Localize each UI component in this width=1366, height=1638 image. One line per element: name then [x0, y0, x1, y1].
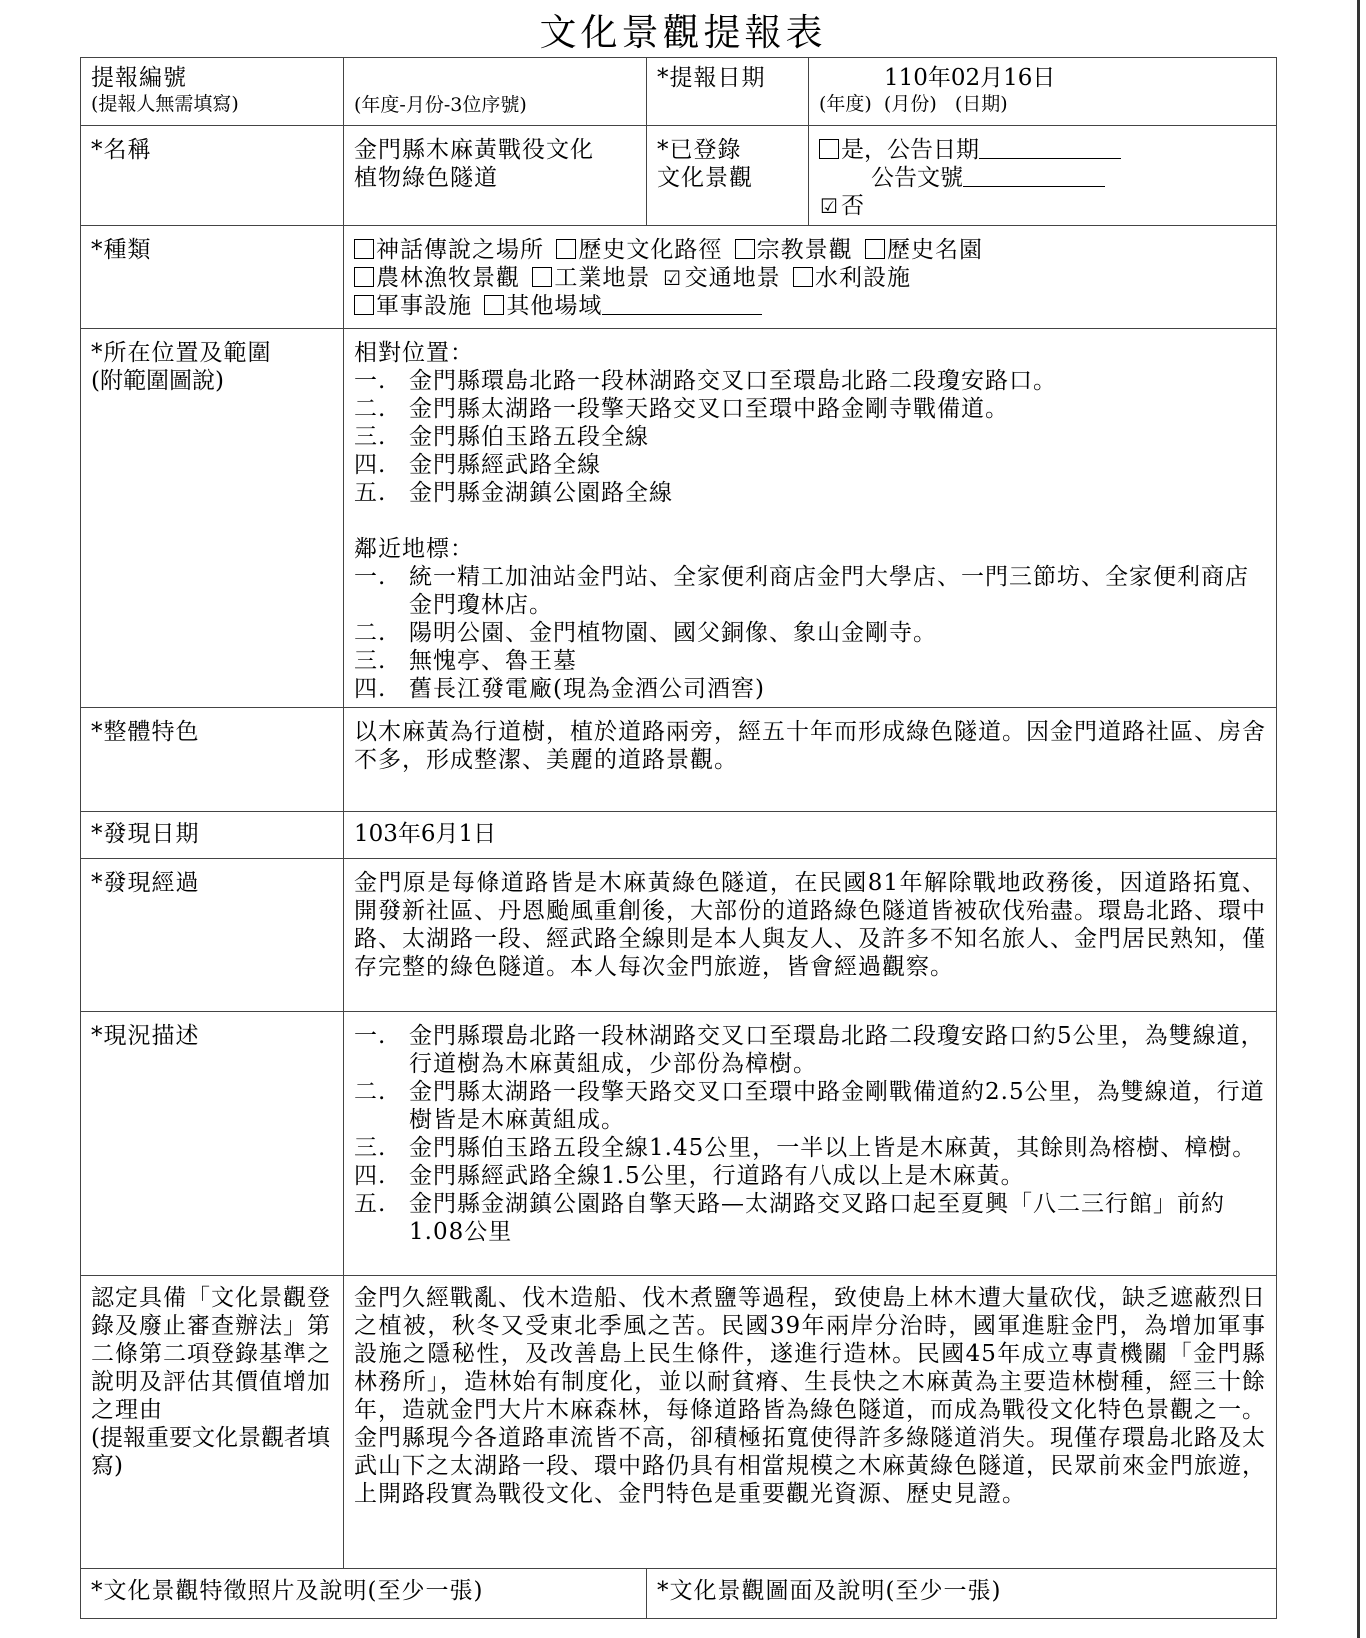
location-label: *所在位置及範圍 [91, 340, 272, 366]
window-edge-divider [1357, 0, 1360, 1638]
type-checkbox-agriculture[interactable] [354, 267, 374, 287]
type-option-transport: 交通地景 [684, 265, 781, 291]
list-item: 四. 舊長江發電廠(現為金酒公司酒窖) [354, 676, 765, 702]
discovery-process-value-cell[interactable] [344, 859, 1277, 1012]
report-number-format-note: (年度-月份-3位序號) [354, 94, 527, 116]
list-item: 二. 金門縣太湖路一段擎天路交叉口至環中路金剛戰備道約2.5公里，為雙線道，行道樹皆是木麻黃組成。 [354, 1079, 1265, 1133]
type-checkbox-religious[interactable] [735, 239, 755, 259]
type-options-cell [344, 226, 1277, 329]
discovery-date-value: 103年6月1日 [354, 821, 497, 847]
type-label-cell [81, 226, 344, 329]
type-option-industrial: 工業地景 [554, 265, 651, 291]
list-item: 一. 金門縣環島北路一段林湖路交叉口至環島北路二段瓊安路口約5公里，為雙線道，行道樹為木麻黃組成，少部份為樟樹。 [354, 1023, 1265, 1077]
registered-label-cell [647, 126, 809, 226]
row-features [81, 708, 1277, 812]
report-form-table [80, 57, 1277, 1619]
location-label-note: (附範圍圖說) [91, 368, 224, 394]
type-checkbox-water[interactable] [793, 267, 813, 287]
type-option-myth: 神話傳說之場所 [376, 237, 544, 263]
features-text: 以木麻黃為行道樹，植於道路兩旁，經五十年而形成綠色隧道。因金門道路社區、房舍不多，形成整潔、美麗的道路景觀。 [354, 719, 1266, 773]
discovery-process-label-cell [81, 859, 344, 1012]
type-label: *種類 [91, 237, 152, 263]
photos-label: *文化景觀特徵照片及說明(至少一張) [91, 1578, 484, 1604]
type-option-other: 其他場域 [506, 293, 603, 319]
criteria-label-cell [81, 1276, 344, 1569]
row-type [81, 226, 1277, 329]
location-value-cell [344, 329, 1277, 708]
list-item: 三. 無愧亭、魯王墓 [354, 648, 577, 674]
criteria-paragraph-2: 金門縣現今各道路車流皆不高，卻積極拓寬使得許多綠隧道消失。現僅存環島北路及太武山下之太湖路一段、環中路仍具有相當規模之木麻黃綠色隧道，民眾前來金門旅遊，上開路段實為戰役文化、金門特色是重要觀光資源、歷史見證。 [354, 1425, 1266, 1507]
row-name [81, 126, 1277, 226]
row-location [81, 329, 1277, 708]
landmark-heading: 鄰近地標： [354, 536, 474, 562]
name-value-line2: 植物綠色隧道 [354, 165, 498, 191]
list-item: 二. 金門縣太湖路一段擎天路交叉口至環中路金剛寺戰備道。 [354, 396, 1009, 422]
criteria-paragraph-1: 金門久經戰亂、伐木造船、伐木煮鹽等過程，致使島上林木遭大量砍伐，缺乏遮蔽烈日之植被，秋冬又受東北季風之苦。民國39年兩岸分治時，國軍進駐金門，為增加軍事設施之隱秘性，及改善島上民生條件，遂進行造林。民國45年成立專責機關「金門縣林務所」，造林始有制度化，並以耐貧瘠、生長快之木麻黃為主要造林樹種，經三十餘年，造就金門大片木麻森林，每條道路皆為綠色隧道，而成為戰役文化特色景觀之一。 [354, 1285, 1266, 1423]
type-checkbox-history-route[interactable] [556, 239, 576, 259]
type-checkbox-transport[interactable]: ☑ [663, 266, 683, 290]
criteria-value-cell[interactable] [344, 1276, 1277, 1569]
list-item: 二. 陽明公園、金門植物園、國父銅像、象山金剛寺。 [354, 620, 937, 646]
registered-no-label: 否 [841, 193, 864, 219]
row-discovery-date [81, 812, 1277, 859]
type-checkbox-industrial[interactable] [532, 267, 552, 287]
type-option-garden: 歷史名園 [886, 237, 983, 263]
name-value-line1: 金門縣木麻黃戰役文化 [354, 137, 594, 163]
list-item: 四. 金門縣經武路全線 [354, 452, 601, 478]
criteria-label-note: (提報重要文化景觀者填寫) [91, 1425, 330, 1479]
list-item: 四. 金門縣經武路全線1.5公里，行道路有八成以上是木麻黃。 [354, 1163, 1025, 1189]
list-item: 五. 金門縣金湖鎮公園路自擎天路—太湖路交叉路口起至夏興「八二三行館」前約1.08公里 [354, 1191, 1225, 1245]
list-item: 一. 統一精工加油站金門站、全家便利商店金門大學店、一門三節坊、全家便利商店金門瓊林店。 [354, 564, 1249, 618]
type-checkbox-garden[interactable] [865, 239, 885, 259]
report-number-label: 提報編號 [91, 65, 187, 91]
status-label: *現況描述 [91, 1023, 200, 1049]
relative-position-list [354, 367, 1266, 507]
discovery-date-label-cell [81, 812, 344, 859]
status-value-cell[interactable] [344, 1012, 1277, 1276]
row-criteria [81, 1276, 1277, 1569]
discovery-date-label: *發現日期 [91, 821, 200, 847]
page-title: 文化景觀提報表 [539, 11, 827, 54]
features-value-cell[interactable] [344, 708, 1277, 812]
type-option-agriculture: 農林漁牧景觀 [376, 265, 520, 291]
status-label-cell [81, 1012, 344, 1276]
type-checkbox-myth[interactable] [354, 239, 374, 259]
discovery-process-label: *發現經過 [91, 870, 200, 896]
name-value-cell[interactable] [344, 126, 647, 226]
row-report-number [81, 58, 1277, 126]
discovery-process-text: 金門原是每條道路皆是木麻黃綠色隧道，在民國81年解除戰地政務後，因道路拓寬、開發新社區、丹恩颱風重創後，大部份的道路綠色隧道皆被砍伐殆盡。環島北路、環中路、太湖路一段、經武路全線則是本人與友人、及許多不知名旅人、金門居民熟知，僅存完整的綠色隧道。本人每次金門旅遊，皆會經過觀察。 [354, 870, 1266, 980]
report-date-label: *提報日期 [657, 65, 766, 91]
report-date-note: (年度) (月份) (日期) [819, 93, 1008, 115]
type-other-field[interactable] [602, 292, 762, 315]
registered-label-line1: *已登錄 [657, 137, 742, 163]
report-number-note: (提報人無需填寫) [91, 93, 239, 115]
report-date-value: 110年02月16日 [884, 65, 1056, 91]
status-list [354, 1022, 1266, 1246]
registered-label-line2: 文化景觀 [657, 165, 753, 191]
criteria-label: 認定具備「文化景觀登錄及廢止審查辦法」第二條第二項登錄基準之說明及評估其價值增加之理由 [91, 1285, 331, 1423]
location-label-cell [81, 329, 344, 708]
list-item: 三. 金門縣伯玉路五段全線1.45公里，一半以上皆是木麻黃，其餘則為榕樹、樟樹。 [354, 1135, 1257, 1161]
drawings-label-cell [647, 1569, 1277, 1619]
row-status [81, 1012, 1277, 1276]
report-date-label-cell [647, 58, 809, 126]
list-item: 三. 金門縣伯玉路五段全線 [354, 424, 649, 450]
report-number-label-cell [81, 58, 344, 126]
list-item: 五. 金門縣金湖鎮公園路全線 [354, 480, 673, 506]
type-option-water: 水利設施 [814, 265, 911, 291]
type-option-military: 軍事設施 [376, 293, 472, 319]
row-discovery-process [81, 859, 1277, 1012]
report-date-value-cell[interactable] [809, 58, 1277, 126]
registered-no-checkbox[interactable]: ☑ [820, 194, 838, 218]
features-label: *整體特色 [91, 719, 200, 745]
features-label-cell [81, 708, 344, 812]
registered-yes-label: 是，公告日期 [841, 137, 979, 163]
discovery-date-value-cell[interactable] [344, 812, 1277, 859]
report-number-value-cell[interactable] [344, 58, 647, 126]
name-label: *名稱 [91, 137, 152, 163]
notice-number-label: 公告文號 [871, 165, 963, 191]
drawings-label: *文化景觀圖面及說明(至少一張) [657, 1578, 1002, 1604]
landmark-list [354, 563, 1266, 703]
type-checkbox-other[interactable] [484, 295, 504, 315]
notice-number-field[interactable] [963, 164, 1105, 187]
notice-date-field[interactable] [979, 136, 1121, 159]
registered-yes-checkbox[interactable] [819, 139, 839, 159]
type-option-religious: 宗教景觀 [756, 237, 853, 263]
relative-position-heading: 相對位置： [354, 340, 474, 366]
type-option-history-route: 歷史文化路徑 [578, 237, 723, 263]
photos-label-cell [81, 1569, 647, 1619]
row-photos [81, 1569, 1277, 1619]
registered-value-cell [809, 126, 1277, 226]
type-checkbox-military[interactable] [354, 295, 374, 315]
name-label-cell [81, 126, 344, 226]
list-item: 一. 金門縣環島北路一段林湖路交叉口至環島北路二段瓊安路口。 [354, 368, 1057, 394]
